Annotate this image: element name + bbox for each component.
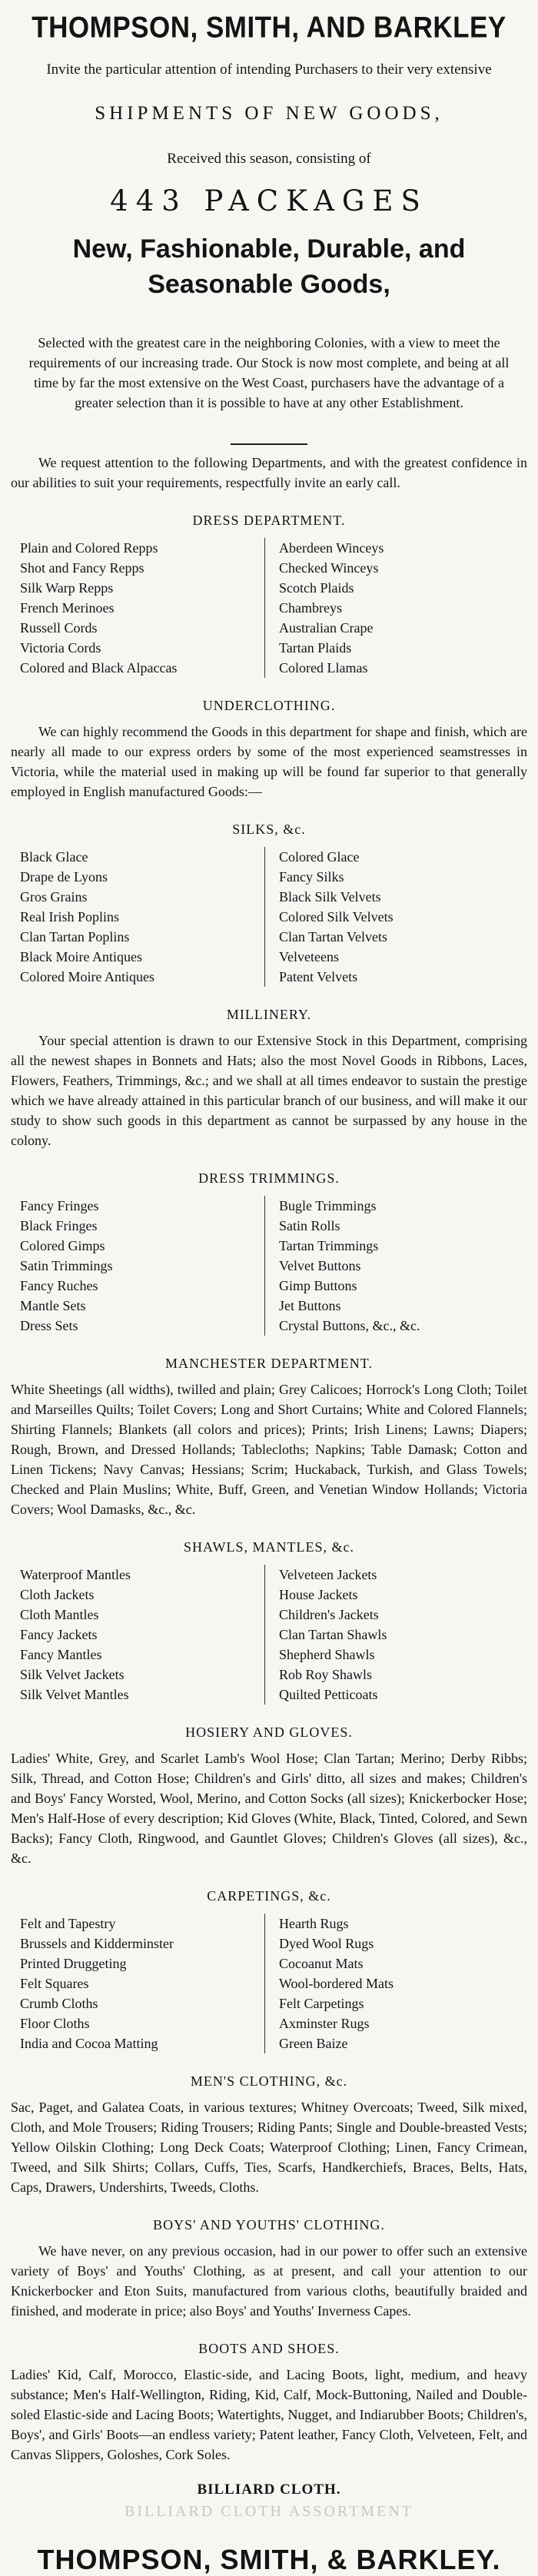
- list-item: Black Moire Antiques: [20, 949, 142, 964]
- list-item: Children's Jackets: [279, 1607, 379, 1622]
- shawls-list: [20, 1565, 510, 1705]
- shawls-right-column: [265, 1565, 510, 1705]
- list-item: Fancy Ruches: [20, 1278, 98, 1293]
- hosiery-paragraph: Ladies' White, Grey, and Scarlet Lamb's Wool Hose; Clan Tartan; Merino; Derby Ribbs; Silk, Thread, and Cotton Hose; Children's and Girls' ditto, all sizes and makes; Children's and Boys' Fancy Worsted, Wool, Merino, and Cotton Socks (all sizes); Knickerbocker Hose; Men's Half-Hose of every description; Kid Gloves (White, Black, Tinted, Colored, and Sewn Backs); Fancy Cloth, Ringwood, and Gauntlet Gloves; Children's Gloves (all sizes), &c., &c.: [11, 1751, 527, 1866]
- manchester-paragraph: White Sheetings (all widths), twilled and plain; Grey Calicoes; Horrock's Long Cloth; Toilet and Marseilles Quilts; Toilet Covers; Long and Short Curtains; White and Colored Flannels; Shirting Flannels; Blankets (all colors and prices); Prints; Irish Linens; Lawns; Diapers; Rough, Brown, and Dressed Hollands; Tablecloths; Napkins; Table Damask; Cotton and Linen Tickens; Navy Canvas; Hessians; Scrim; Huckaback, Turkish, and Glass Towels; Checked and Plain Muslins; White, Buff, Green, and Venetian Window Hollands; Victoria Covers; Wool Damasks, &c., &c.: [11, 1382, 527, 1517]
- list-item: Cocoanut Mats: [279, 1956, 364, 1971]
- divider-rule: [231, 443, 307, 445]
- list-item: Plain and Colored Repps: [20, 540, 158, 556]
- list-item: Gimp Buttons: [279, 1278, 357, 1293]
- list-item: Shepherd Shawls: [279, 1647, 375, 1662]
- list-item: Silk Warp Repps: [20, 580, 114, 596]
- list-item: Colored Gimps: [20, 1238, 105, 1253]
- list-item: Quilted Petticoats: [279, 1687, 378, 1702]
- mens-section-title: MEN'S CLOTHING, &c.: [190, 2073, 348, 2089]
- list-item: Floor Cloths: [20, 2016, 90, 2031]
- dress-section-title: DRESS DEPARTMENT.: [192, 513, 346, 528]
- trimmings-right-column: [265, 1196, 510, 1336]
- boots-paragraph: Ladies' Kid, Calf, Morocco, Elastic-side, and Lacing Boots, light, medium, and heavy substance; Men's Half-Wellington, Riding, Kid, Calf, Mock-Buttoning, Nailed and Double-soled Elastic-side and Lacing Boots; Watertights, Nugget, and Indiarubber Boots; Children's, Boys', and Girls' Boots—an endless variety; Patent leather, Fancy Cloth, Velveteen, Felt, and Canvas Slippers, Goloshes, Cork Soles.: [11, 2367, 527, 2462]
- list-item: French Merinoes: [20, 600, 115, 616]
- list-item: Fancy Silks: [279, 869, 344, 885]
- list-item: Black Glace: [20, 849, 88, 865]
- list-item: Colored Moire Antiques: [20, 969, 154, 984]
- list-item: Velvet Buttons: [279, 1258, 361, 1273]
- list-item: Fancy Jackets: [20, 1627, 98, 1642]
- boys-section-title: BOYS' AND YOUTHS' CLOTHING.: [153, 2217, 385, 2232]
- list-item: Victoria Cords: [20, 640, 101, 656]
- boys-paragraph: We have never, on any previous occasion, had in our power to offer such an extensive variety of Boys' and Youths' Clothing, as at present, and call your attention to our Knickerbocker and Eton Suits, manufactured from various cloths, beautifully braided and finished, and moderate in price; also Boys' and Youths' Inverness Capes.: [11, 2243, 527, 2319]
- list-item: Rob Roy Shawls: [279, 1667, 373, 1682]
- list-item: Clan Tartan Shawls: [279, 1627, 387, 1642]
- list-item: Fancy Fringes: [20, 1198, 99, 1213]
- list-item: Satin Rolls: [279, 1218, 340, 1233]
- list-item: Tartan Trimmings: [279, 1238, 379, 1253]
- trimmings-list: [20, 1196, 510, 1336]
- faint-print-line: BILLIARD CLOTH ASSORTMENT: [124, 2503, 414, 2520]
- goods-headline: New, Fashionable, Durable, and Seasonable Goods,: [72, 234, 466, 299]
- hosiery-section-title: HOSIERY AND GLOVES.: [185, 1725, 353, 1740]
- list-item: Aberdeen Winceys: [279, 540, 384, 556]
- list-item: Felt Carpetings: [279, 1996, 364, 2011]
- received-text: Received this season, consisting of: [167, 151, 371, 167]
- selection-text: Selected with the greatest care in the neighboring Colonies, with a view to meet the requirements of our increasing trade. Our Stock is now most complete, and being at all time by far the most extensive on the West Coast, purchasers have the advantage of a greater selection than it is possible to have at any other Establishment.: [28, 335, 510, 410]
- silks-left-column: [20, 847, 265, 987]
- packages-heading: 443 PACKAGES: [110, 184, 428, 217]
- list-item: Patent Velvets: [279, 969, 358, 984]
- shawls-section-title: SHAWLS, MANTLES, &c.: [183, 1539, 355, 1555]
- list-item: Silk Velvet Mantles: [20, 1687, 129, 1702]
- list-item: Velveteens: [279, 949, 339, 964]
- firm-name-footer: THOMPSON, SMITH, & BARKLEY.: [37, 2544, 501, 2575]
- trimmings-left-column: [20, 1196, 265, 1336]
- dress-left-column: [20, 538, 265, 678]
- dress-right-column: [265, 538, 510, 678]
- shipments-heading: SHIPMENTS OF NEW GOODS,: [95, 103, 443, 124]
- list-item: Colored Silk Velvets: [279, 909, 394, 925]
- firm-name-header: THOMPSON, SMITH, AND BARKLEY: [32, 10, 506, 45]
- list-item: Black Silk Velvets: [279, 889, 381, 905]
- advertisement-page: [0, 10, 538, 2575]
- list-item: Shot and Fancy Repps: [20, 560, 144, 576]
- list-item: Wool-bordered Mats: [279, 1976, 394, 1991]
- list-item: Tartan Plaids: [279, 640, 352, 656]
- list-item: Crumb Cloths: [20, 1996, 98, 2011]
- manchester-section-title: MANCHESTER DEPARTMENT.: [165, 1356, 373, 1371]
- list-item: Black Fringes: [20, 1218, 98, 1233]
- list-item: House Jackets: [279, 1587, 358, 1602]
- list-item: Clan Tartan Velvets: [279, 929, 388, 944]
- invite-text: Invite the particular attention of intending Purchasers to their very extensive: [46, 61, 492, 78]
- intro-paragraph: We request attention to the following Departments, and with the greatest confidence in our abilities to suit your requirements, respectfully invite an early call.: [11, 455, 527, 490]
- carpetings-section-title: CARPETINGS, &c.: [207, 1888, 331, 1904]
- list-item: Jet Buttons: [279, 1298, 341, 1313]
- mens-paragraph: Sac, Paget, and Galatea Coats, in various textures; Whitney Overcoats; Tweed, Silk mixed, Cloth, and Mole Trousers; Riding Trousers; Riding Pants; Single and Double-breasted Vests; Yellow Oilskin Clothing; Long Deck Coats; Waterproof Clothing; Linen, Fancy Crimean, Tweed, and Silk Shirts; Collars, Cuffs, Ties, Scarfs, Handkerchiefs, Braces, Belts, Hats, Caps, Drawers, Undershirts, Tweeds, Cloths.: [11, 2100, 527, 2195]
- list-item: Checked Winceys: [279, 560, 379, 576]
- list-item: Clan Tartan Poplins: [20, 929, 130, 944]
- carpetings-list: [20, 1914, 510, 2053]
- carpetings-right-column: [265, 1914, 510, 2053]
- list-item: Crystal Buttons, &c., &c.: [279, 1318, 420, 1333]
- list-item: Silk Velvet Jackets: [20, 1667, 125, 1682]
- list-item: Dress Sets: [20, 1318, 78, 1333]
- list-item: Felt Squares: [20, 1976, 89, 1991]
- list-item: Green Baize: [279, 2036, 348, 2051]
- list-item: Axminster Rugs: [279, 2016, 370, 2031]
- underclothing-section-title: UNDERCLOTHING.: [202, 698, 336, 713]
- list-item: India and Cocoa Matting: [20, 2036, 158, 2051]
- list-item: Velveteen Jackets: [279, 1567, 377, 1582]
- silks-section-title: SILKS, &c.: [232, 822, 306, 837]
- list-item: Waterproof Mantles: [20, 1567, 131, 1582]
- list-item: Brussels and Kidderminster: [20, 1936, 174, 1951]
- list-item: Cloth Mantles: [20, 1607, 99, 1622]
- trimmings-section-title: DRESS TRIMMINGS.: [198, 1170, 340, 1186]
- list-item: Felt and Tapestry: [20, 1916, 116, 1931]
- underclothing-paragraph: We can highly recommend the Goods in this department for shape and finish, which are nearly all made to our express orders by some of the most experienced seamstresses in Victoria, while the material used in making up will be found far superior to that generally employed in English manufactured Goods:—: [11, 724, 527, 799]
- dress-list: [20, 538, 510, 678]
- shawls-left-column: [20, 1565, 265, 1705]
- list-item: Colored Llamas: [279, 660, 368, 676]
- list-item: Gros Grains: [20, 889, 88, 905]
- list-item: Printed Druggeting: [20, 1956, 127, 1971]
- list-item: Colored and Black Alpaccas: [20, 660, 178, 676]
- list-item: Russell Cords: [20, 620, 98, 636]
- list-item: Colored Glace: [279, 849, 360, 865]
- boots-section-title: BOOTS AND SHOES.: [198, 2341, 340, 2356]
- list-item: Cloth Jackets: [20, 1587, 95, 1602]
- millinery-section-title: MILLINERY.: [226, 1007, 312, 1022]
- list-item: Drape de Lyons: [20, 869, 108, 885]
- list-item: Australian Crape: [279, 620, 374, 636]
- carpetings-left-column: [20, 1914, 265, 2053]
- list-item: Real Irish Poplins: [20, 909, 119, 925]
- list-item: Bugle Trimmings: [279, 1198, 377, 1213]
- list-item: Dyed Wool Rugs: [279, 1936, 374, 1951]
- silks-right-column: [265, 847, 510, 987]
- silks-list: [20, 847, 510, 987]
- list-item: Chambreys: [279, 600, 342, 616]
- list-item: Hearth Rugs: [279, 1916, 349, 1931]
- list-item: Fancy Mantles: [20, 1647, 102, 1662]
- list-item: Satin Trimmings: [20, 1258, 113, 1273]
- millinery-paragraph: Your special attention is drawn to our Extensive Stock in this Department, comprising all the newest shapes in Bonnets and Hats; also the most Novel Goods in Ribbons, Laces, Flowers, Feathers, Trimmings, &c.; and we shall at all times endeavor to sustain the prestige which we have already attained in this particular branch of our business, and will make it our study to show such goods in this department as cannot be surpassed by any house in the colony.: [11, 1033, 527, 1148]
- list-item: Scotch Plaids: [279, 580, 354, 596]
- billiard-cloth-heading: BILLIARD CLOTH.: [197, 2481, 341, 2498]
- list-item: Mantle Sets: [20, 1298, 86, 1313]
